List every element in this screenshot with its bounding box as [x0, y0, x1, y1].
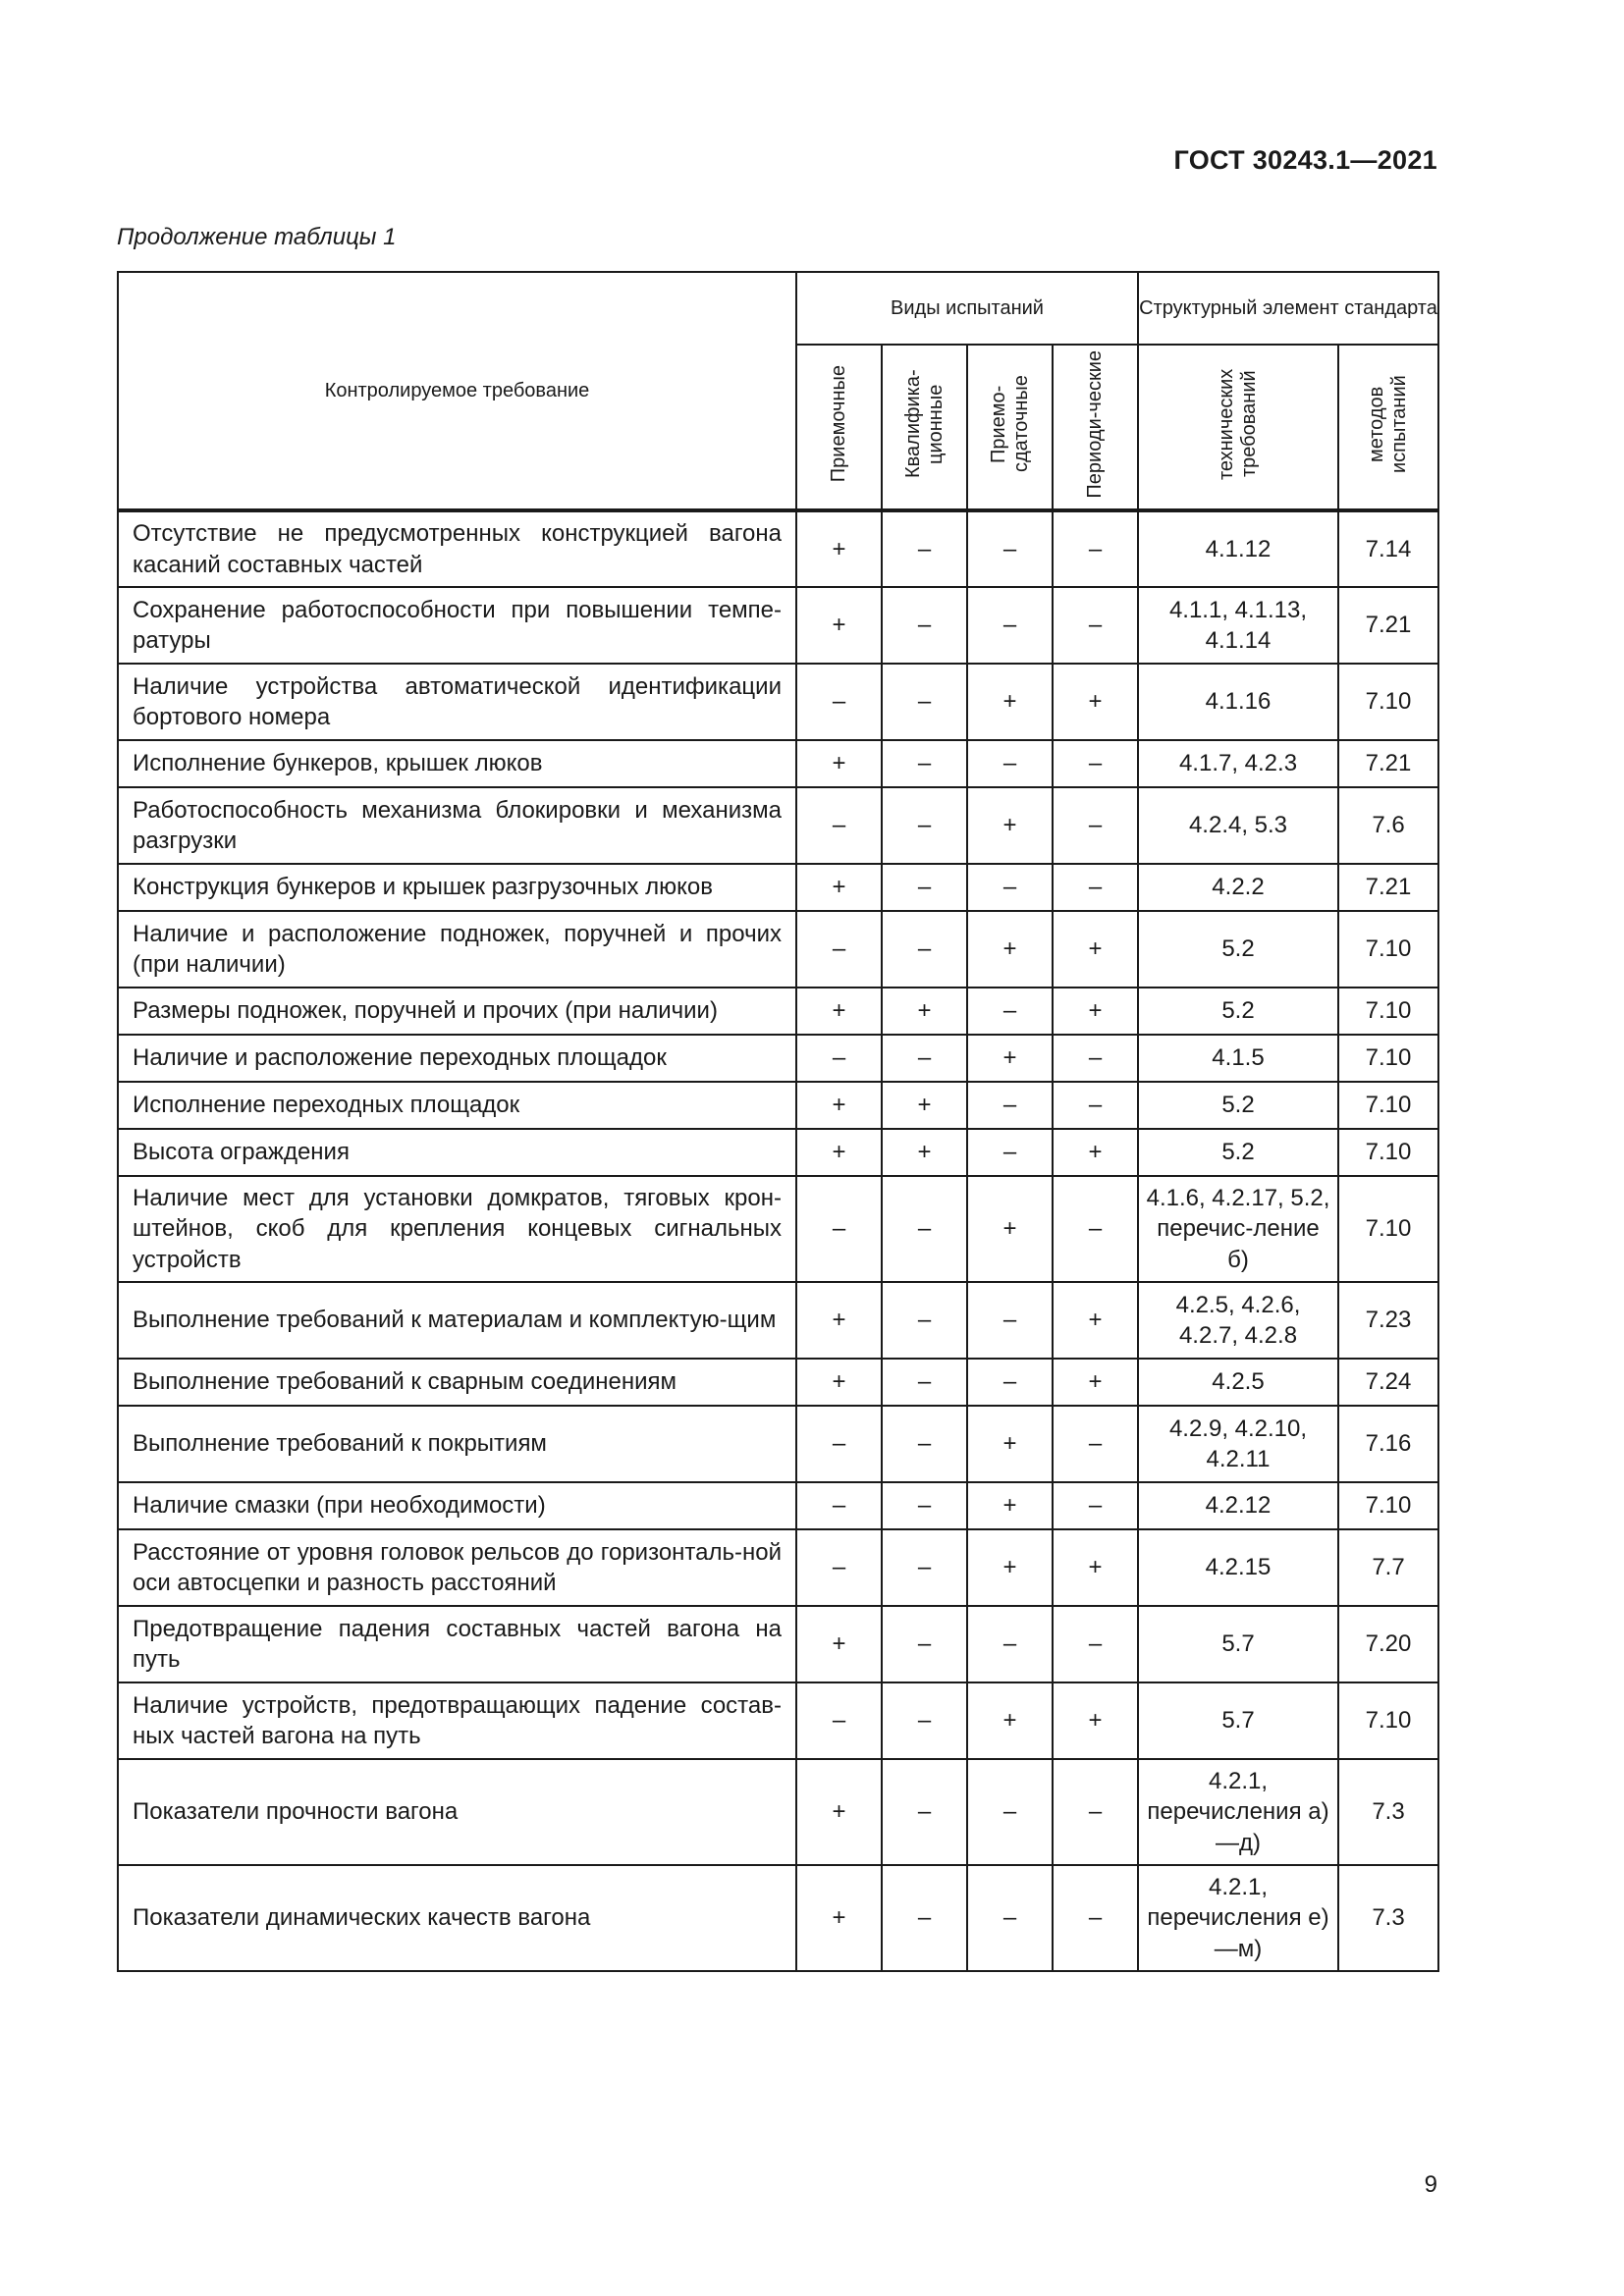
test-mark-cell: –: [967, 864, 1053, 911]
test-mark-cell: –: [882, 1606, 967, 1682]
table-row: [118, 1082, 1438, 1129]
table-row: [118, 740, 1438, 787]
requirement-cell: Наличие и расположение переходных площадок: [118, 1035, 796, 1082]
test-mark-cell: –: [882, 864, 967, 911]
technical-requirements-cell: 5.2: [1138, 911, 1338, 988]
test-mark-cell: –: [967, 587, 1053, 664]
test-mark-cell: –: [1053, 864, 1138, 911]
test-methods-cell: 7.10: [1338, 1482, 1438, 1529]
test-mark-cell: –: [967, 988, 1053, 1035]
test-mark-cell: –: [882, 1759, 967, 1865]
test-mark-cell: +: [796, 988, 882, 1035]
requirement-cell: Размеры подножек, поручней и прочих (при наличии): [118, 988, 796, 1035]
requirement-cell: Наличие мест для установки домкратов, тяговых крон-штейнов, скоб для крепления концевых сигнальных устройств: [118, 1176, 796, 1282]
table-row: [118, 1282, 1438, 1359]
test-methods-cell: 7.21: [1338, 864, 1438, 911]
table-row: [118, 1865, 1438, 1971]
test-mark-cell: +: [796, 587, 882, 664]
technical-requirements-cell: 4.1.7, 4.2.3: [1138, 740, 1338, 787]
table-row: [118, 1482, 1438, 1529]
test-methods-cell: 7.7: [1338, 1529, 1438, 1606]
requirement-cell: Предотвращение падения составных частей вагона на путь: [118, 1606, 796, 1682]
test-mark-cell: –: [882, 587, 967, 664]
test-mark-cell: +: [882, 1082, 967, 1129]
requirement-cell: Исполнение переходных площадок: [118, 1082, 796, 1129]
test-mark-cell: +: [796, 510, 882, 587]
test-mark-cell: +: [967, 1406, 1053, 1482]
technical-requirements-cell: 5.2: [1138, 1129, 1338, 1176]
test-mark-cell: –: [796, 1529, 882, 1606]
table-row: [118, 510, 1438, 587]
test-methods-cell: 7.14: [1338, 510, 1438, 587]
test-mark-cell: –: [967, 740, 1053, 787]
technical-requirements-cell: 4.2.5: [1138, 1359, 1338, 1406]
test-mark-cell: +: [796, 1759, 882, 1865]
table-row: [118, 1759, 1438, 1865]
technical-requirements-cell: 4.2.1, перечисления а)—д): [1138, 1759, 1338, 1865]
test-mark-cell: –: [967, 1359, 1053, 1406]
requirement-cell: Наличие устройства автоматической идентификации бортового номера: [118, 664, 796, 740]
requirements-table: [117, 271, 1439, 1972]
table-row: [118, 1406, 1438, 1482]
test-mark-cell: –: [796, 1482, 882, 1529]
requirement-cell: Работоспособность механизма блокировки и механизма разгрузки: [118, 787, 796, 864]
test-methods-cell: 7.3: [1338, 1759, 1438, 1865]
requirement-cell: Расстояние от уровня головок рельсов до горизонталь-ной оси автосцепки и разность расстояний: [118, 1529, 796, 1606]
test-mark-cell: –: [882, 740, 967, 787]
test-mark-cell: +: [1053, 1529, 1138, 1606]
header-delivery: Приемо-сдаточные: [967, 345, 1053, 510]
table-row: [118, 664, 1438, 740]
test-mark-cell: –: [1053, 1482, 1138, 1529]
header-technical-requirements: технических требований: [1138, 345, 1338, 510]
technical-requirements-cell: 4.1.12: [1138, 510, 1338, 587]
test-mark-cell: –: [882, 1176, 967, 1282]
test-mark-cell: –: [882, 1865, 967, 1971]
test-mark-cell: –: [1053, 1606, 1138, 1682]
test-methods-cell: 7.10: [1338, 1035, 1438, 1082]
test-mark-cell: +: [1053, 1282, 1138, 1359]
test-mark-cell: –: [882, 1359, 967, 1406]
table-row: [118, 1682, 1438, 1759]
page-number: 9: [1424, 2171, 1437, 2198]
table-row: [118, 787, 1438, 864]
table-body: [118, 510, 1438, 1971]
test-mark-cell: +: [967, 1529, 1053, 1606]
test-mark-cell: –: [882, 1682, 967, 1759]
test-mark-cell: –: [967, 1865, 1053, 1971]
table-header: [118, 272, 1438, 510]
test-mark-cell: +: [796, 1865, 882, 1971]
test-mark-cell: –: [796, 1406, 882, 1482]
technical-requirements-cell: 4.1.6, 4.2.17, 5.2, перечис-ление б): [1138, 1176, 1338, 1282]
test-mark-cell: –: [882, 787, 967, 864]
test-mark-cell: –: [882, 510, 967, 587]
requirement-cell: Выполнение требований к сварным соединениям: [118, 1359, 796, 1406]
table-row: [118, 1129, 1438, 1176]
table-caption: Продолжение таблицы 1: [117, 224, 397, 250]
technical-requirements-cell: 5.2: [1138, 1082, 1338, 1129]
table-row: [118, 1176, 1438, 1282]
test-mark-cell: –: [796, 1682, 882, 1759]
test-mark-cell: –: [796, 1035, 882, 1082]
table-row: [118, 911, 1438, 988]
technical-requirements-cell: 4.2.2: [1138, 864, 1338, 911]
test-mark-cell: +: [1053, 1129, 1138, 1176]
header-qualification: Квалифика-ционные: [882, 345, 967, 510]
test-methods-cell: 7.20: [1338, 1606, 1438, 1682]
test-methods-cell: 7.21: [1338, 740, 1438, 787]
test-mark-cell: –: [796, 1176, 882, 1282]
test-methods-cell: 7.10: [1338, 1082, 1438, 1129]
table-row: [118, 864, 1438, 911]
technical-requirements-cell: 4.1.16: [1138, 664, 1338, 740]
requirement-cell: Показатели прочности вагона: [118, 1759, 796, 1865]
test-mark-cell: –: [1053, 1082, 1138, 1129]
test-mark-cell: –: [882, 911, 967, 988]
requirement-cell: Исполнение бункеров, крышек люков: [118, 740, 796, 787]
test-mark-cell: –: [882, 1035, 967, 1082]
test-mark-cell: –: [967, 1759, 1053, 1865]
test-mark-cell: +: [796, 1129, 882, 1176]
test-mark-cell: +: [967, 911, 1053, 988]
test-mark-cell: –: [967, 510, 1053, 587]
requirement-cell: Наличие и расположение подножек, поручней и прочих (при наличии): [118, 911, 796, 988]
test-mark-cell: –: [1053, 1865, 1138, 1971]
test-mark-cell: –: [967, 1606, 1053, 1682]
document-code: ГОСТ 30243.1—2021: [1173, 145, 1437, 175]
test-methods-cell: 7.16: [1338, 1406, 1438, 1482]
test-mark-cell: +: [1053, 1359, 1138, 1406]
test-mark-cell: –: [1053, 787, 1138, 864]
header-periodic: Периоди-ческие: [1053, 345, 1138, 510]
test-mark-cell: +: [967, 787, 1053, 864]
requirement-cell: Наличие устройств, предотвращающих падение состав-ных частей вагона на путь: [118, 1682, 796, 1759]
test-mark-cell: +: [1053, 1682, 1138, 1759]
header-acceptance: Приемочные: [796, 345, 882, 510]
requirement-cell: Отсутствие не предусмотренных конструкцией вагона касаний составных частей: [118, 510, 796, 587]
technical-requirements-cell: 4.1.5: [1138, 1035, 1338, 1082]
technical-requirements-cell: 5.7: [1138, 1682, 1338, 1759]
test-methods-cell: 7.24: [1338, 1359, 1438, 1406]
test-mark-cell: –: [967, 1282, 1053, 1359]
test-mark-cell: –: [882, 1406, 967, 1482]
requirement-cell: Высота ограждения: [118, 1129, 796, 1176]
test-mark-cell: +: [796, 864, 882, 911]
test-mark-cell: +: [967, 1682, 1053, 1759]
test-mark-cell: +: [1053, 664, 1138, 740]
test-mark-cell: +: [967, 1482, 1053, 1529]
test-mark-cell: –: [967, 1129, 1053, 1176]
test-mark-cell: +: [967, 664, 1053, 740]
requirement-cell: Конструкция бункеров и крышек разгрузочных люков: [118, 864, 796, 911]
test-mark-cell: +: [796, 1082, 882, 1129]
test-mark-cell: +: [796, 1359, 882, 1406]
technical-requirements-cell: 4.2.5, 4.2.6, 4.2.7, 4.2.8: [1138, 1282, 1338, 1359]
technical-requirements-cell: 4.2.12: [1138, 1482, 1338, 1529]
requirement-cell: Показатели динамических качеств вагона: [118, 1865, 796, 1971]
requirement-cell: Выполнение требований к материалам и комплектую-щим: [118, 1282, 796, 1359]
test-methods-cell: 7.10: [1338, 664, 1438, 740]
test-methods-cell: 7.23: [1338, 1282, 1438, 1359]
test-mark-cell: +: [796, 740, 882, 787]
table-row: [118, 1529, 1438, 1606]
technical-requirements-cell: 4.1.1, 4.1.13, 4.1.14: [1138, 587, 1338, 664]
header-structural-element: Структурный элемент стандарта: [1138, 272, 1438, 345]
test-mark-cell: –: [882, 664, 967, 740]
test-mark-cell: –: [1053, 510, 1138, 587]
test-mark-cell: –: [882, 1482, 967, 1529]
header-test-types: Виды испытаний: [796, 272, 1138, 345]
table-row: [118, 1606, 1438, 1682]
header-requirement: Контролируемое требование: [118, 272, 796, 510]
test-mark-cell: +: [1053, 911, 1138, 988]
test-methods-cell: 7.3: [1338, 1865, 1438, 1971]
test-mark-cell: –: [796, 664, 882, 740]
technical-requirements-cell: 4.2.4, 5.3: [1138, 787, 1338, 864]
test-mark-cell: +: [796, 1606, 882, 1682]
test-methods-cell: 7.10: [1338, 1176, 1438, 1282]
requirement-cell: Сохранение работоспособности при повышении темпе-ратуры: [118, 587, 796, 664]
test-mark-cell: –: [796, 787, 882, 864]
test-mark-cell: –: [1053, 1759, 1138, 1865]
test-mark-cell: +: [967, 1035, 1053, 1082]
test-mark-cell: –: [967, 1082, 1053, 1129]
test-methods-cell: 7.10: [1338, 1682, 1438, 1759]
test-mark-cell: –: [1053, 1035, 1138, 1082]
test-methods-cell: 7.21: [1338, 587, 1438, 664]
test-mark-cell: –: [1053, 587, 1138, 664]
technical-requirements-cell: 4.2.15: [1138, 1529, 1338, 1606]
test-mark-cell: +: [1053, 988, 1138, 1035]
table-row: [118, 1359, 1438, 1406]
test-methods-cell: 7.6: [1338, 787, 1438, 864]
requirement-cell: Наличие смазки (при необходимости): [118, 1482, 796, 1529]
technical-requirements-cell: 4.2.9, 4.2.10, 4.2.11: [1138, 1406, 1338, 1482]
technical-requirements-cell: 5.7: [1138, 1606, 1338, 1682]
test-methods-cell: 7.10: [1338, 988, 1438, 1035]
test-mark-cell: –: [1053, 1406, 1138, 1482]
test-mark-cell: +: [882, 1129, 967, 1176]
technical-requirements-cell: 4.2.1, перечисления е)—м): [1138, 1865, 1338, 1971]
test-mark-cell: –: [1053, 1176, 1138, 1282]
test-methods-cell: 7.10: [1338, 1129, 1438, 1176]
test-mark-cell: +: [882, 988, 967, 1035]
test-mark-cell: –: [796, 911, 882, 988]
test-methods-cell: 7.10: [1338, 911, 1438, 988]
test-mark-cell: +: [796, 1282, 882, 1359]
header-test-methods: методов испытаний: [1338, 345, 1438, 510]
table-row: [118, 587, 1438, 664]
test-mark-cell: –: [1053, 740, 1138, 787]
table-row: [118, 988, 1438, 1035]
test-mark-cell: –: [882, 1529, 967, 1606]
requirement-cell: Выполнение требований к покрытиям: [118, 1406, 796, 1482]
test-mark-cell: +: [967, 1176, 1053, 1282]
table-row: [118, 1035, 1438, 1082]
test-mark-cell: –: [882, 1282, 967, 1359]
technical-requirements-cell: 5.2: [1138, 988, 1338, 1035]
